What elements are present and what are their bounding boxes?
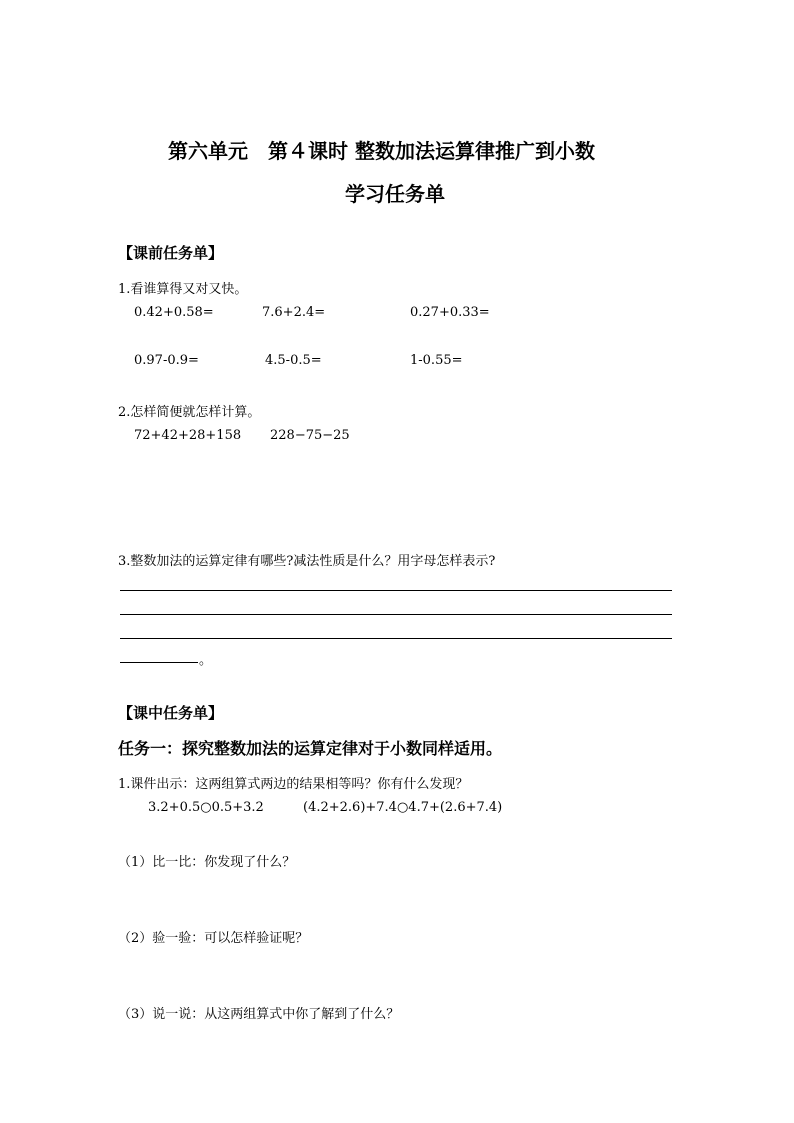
expression: 0.27+0.33=	[410, 305, 490, 320]
expression: 0.42+0.58=	[134, 305, 214, 320]
expression: 228−75−25	[270, 428, 350, 443]
expression: 72+42+28+158	[134, 428, 242, 443]
answer-line[interactable]	[120, 638, 672, 639]
task-1-title: 任务一：探究整数加法的运算定律对于小数同样适用。	[118, 739, 503, 758]
in-class-question-1-prompt: 1.课件出示：这两组算式两边的结果相等吗？你有什么发现？	[118, 777, 469, 792]
question-3-prompt: 3.整数加法的运算定律有哪些?减法性质是什么？用字母怎样表示?	[118, 554, 496, 569]
expression: 1-0.55=	[410, 353, 463, 368]
page-subtitle: 学习任务单	[345, 182, 445, 206]
question-1-prompt: 1.看谁算得又对又快。	[118, 282, 248, 297]
question-2-prompt: 2.怎样简便就怎样计算。	[118, 405, 261, 420]
expression: 7.6+2.4=	[262, 305, 326, 320]
sub-question-verify: （2）验一验：可以怎样验证呢？	[118, 931, 309, 946]
section-heading-pre-class: 【课前任务单】	[118, 244, 224, 262]
page-title: 第六单元 第４课时 整数加法运算律推广到小数	[168, 139, 595, 163]
answer-line-short[interactable]	[120, 662, 198, 663]
sub-question-compare: （1）比一比：你发现了什么？	[118, 855, 296, 870]
answer-end-mark: 。	[199, 653, 213, 668]
expression: 4.5-0.5=	[265, 353, 322, 368]
answer-line[interactable]	[120, 590, 672, 591]
section-heading-in-class: 【课中任务单】	[118, 704, 224, 722]
expression: (4.2+2.6)+7.4○4.7+(2.6+7.4)	[303, 800, 503, 815]
expression: 3.2+0.5○0.5+3.2	[148, 800, 264, 815]
expression: 0.97-0.9=	[134, 353, 199, 368]
sub-question-explain: （3）说一说：从这两组算式中你了解到了什么？	[118, 1007, 400, 1022]
answer-line[interactable]	[120, 614, 672, 615]
